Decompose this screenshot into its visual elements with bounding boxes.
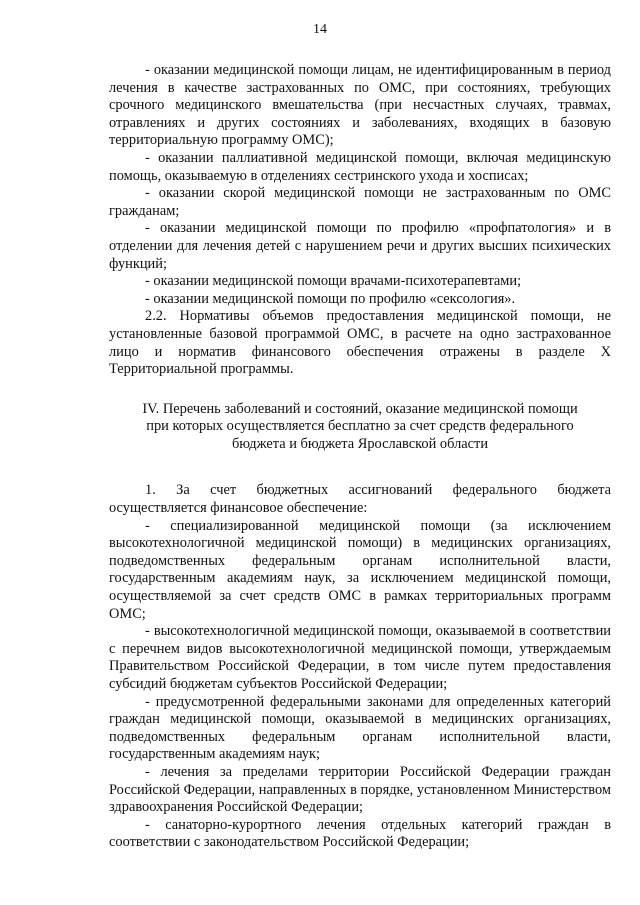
paragraph-high-tech-care: - высокотехнологичной медицинской помощи, оказываемой в соответствии с перечнем видов высокотехнологичной медицинской помощи, утверждаемым Правительством Российской Федерации, в том числе путем предоставления субсидий бюджетам субъектов Российской Федерации; (109, 623, 611, 692)
section-title (109, 401, 611, 454)
paragraph-federal-law-categories: - предусмотренной федеральными законами для определенных категорий граждан медицинской помощи, оказываемой в медицинских организациях, подведомственных федеральным органам исполнительной власти, государственным академиям наук; (109, 693, 611, 763)
paragraph-treatment-abroad: - лечения за пределами территории Российской Федерации граждан Российской Федерации, направленных в порядке, установленном Министерством здравоохранения Российской Федерации; (109, 763, 611, 816)
paragraph-2-2-norms: 2.2. Нормативы объемов предоставления медицинской помощи, не установленные базовой программой ОМС, в расчете на одно застрахованное лицо и норматив финансового обеспечения отражены в разделе X Территориальной программы. (109, 308, 611, 378)
section-title-line: IV. Перечень заболеваний и состояний, оказание медицинской помощи (142, 400, 578, 417)
section-title-line: при которых осуществляется бесплатно за счет средств федерального (146, 418, 574, 435)
paragraph-psychotherapists: - оказании медицинской помощи врачами-психотерапевтами; (145, 273, 522, 290)
page-number: 14 (313, 22, 327, 37)
paragraph-sexology: - оказании медицинской помощи по профилю «сексология». (145, 290, 516, 307)
paragraph-palliative-care: - оказании паллиативной медицинской помощи, включая медицинскую помощь, оказываемую в отделениях сестринского ухода и хосписах; (109, 149, 611, 184)
paragraph-1-federal-budget: 1. За счет бюджетных ассигнований федерального бюджета осуществляется финансовое обеспечение: (109, 482, 611, 517)
paragraph-emergency-care: - оказании скорой медицинской помощи не застрахованным по ОМС гражданам; (109, 185, 611, 219)
paragraph-unidentified-patients: - оказании медицинской помощи лицам, не идентифицированным в период лечения в качестве застрахованных по ОМС, при состояниях, требующих срочного медицинского вмешательства (при несчастных случаях, травмах, отравлениях и других состояниях и заболеваниях, входящих в базовую территориальную программу ОМС); (109, 62, 611, 149)
paragraph-sanatorium-treatment: - санаторно-курортного лечения отдельных категорий граждан в соответствии с законодательством Российской Федерации; (109, 816, 611, 851)
paragraph-occupational-pathology: - оказании медицинской помощи по профилю «профпатология» и в отделении для лечения детей с нарушением речи и других высших психических функций; (109, 220, 611, 272)
section-title-line: бюджета и бюджета Ярославской области (231, 435, 489, 452)
document-body (109, 62, 611, 852)
paragraph-specialized-care: - специализированной медицинской помощи (за исключением высокотехнологичной медицинской помощи) в медицинских организациях, подведомственных федеральным органам исполнительной власти, государственным академиям наук, за исключением медицинской помощи, осуществляемой за счет средств ОМС в рамках территориальных программ ОМС; (109, 517, 611, 622)
